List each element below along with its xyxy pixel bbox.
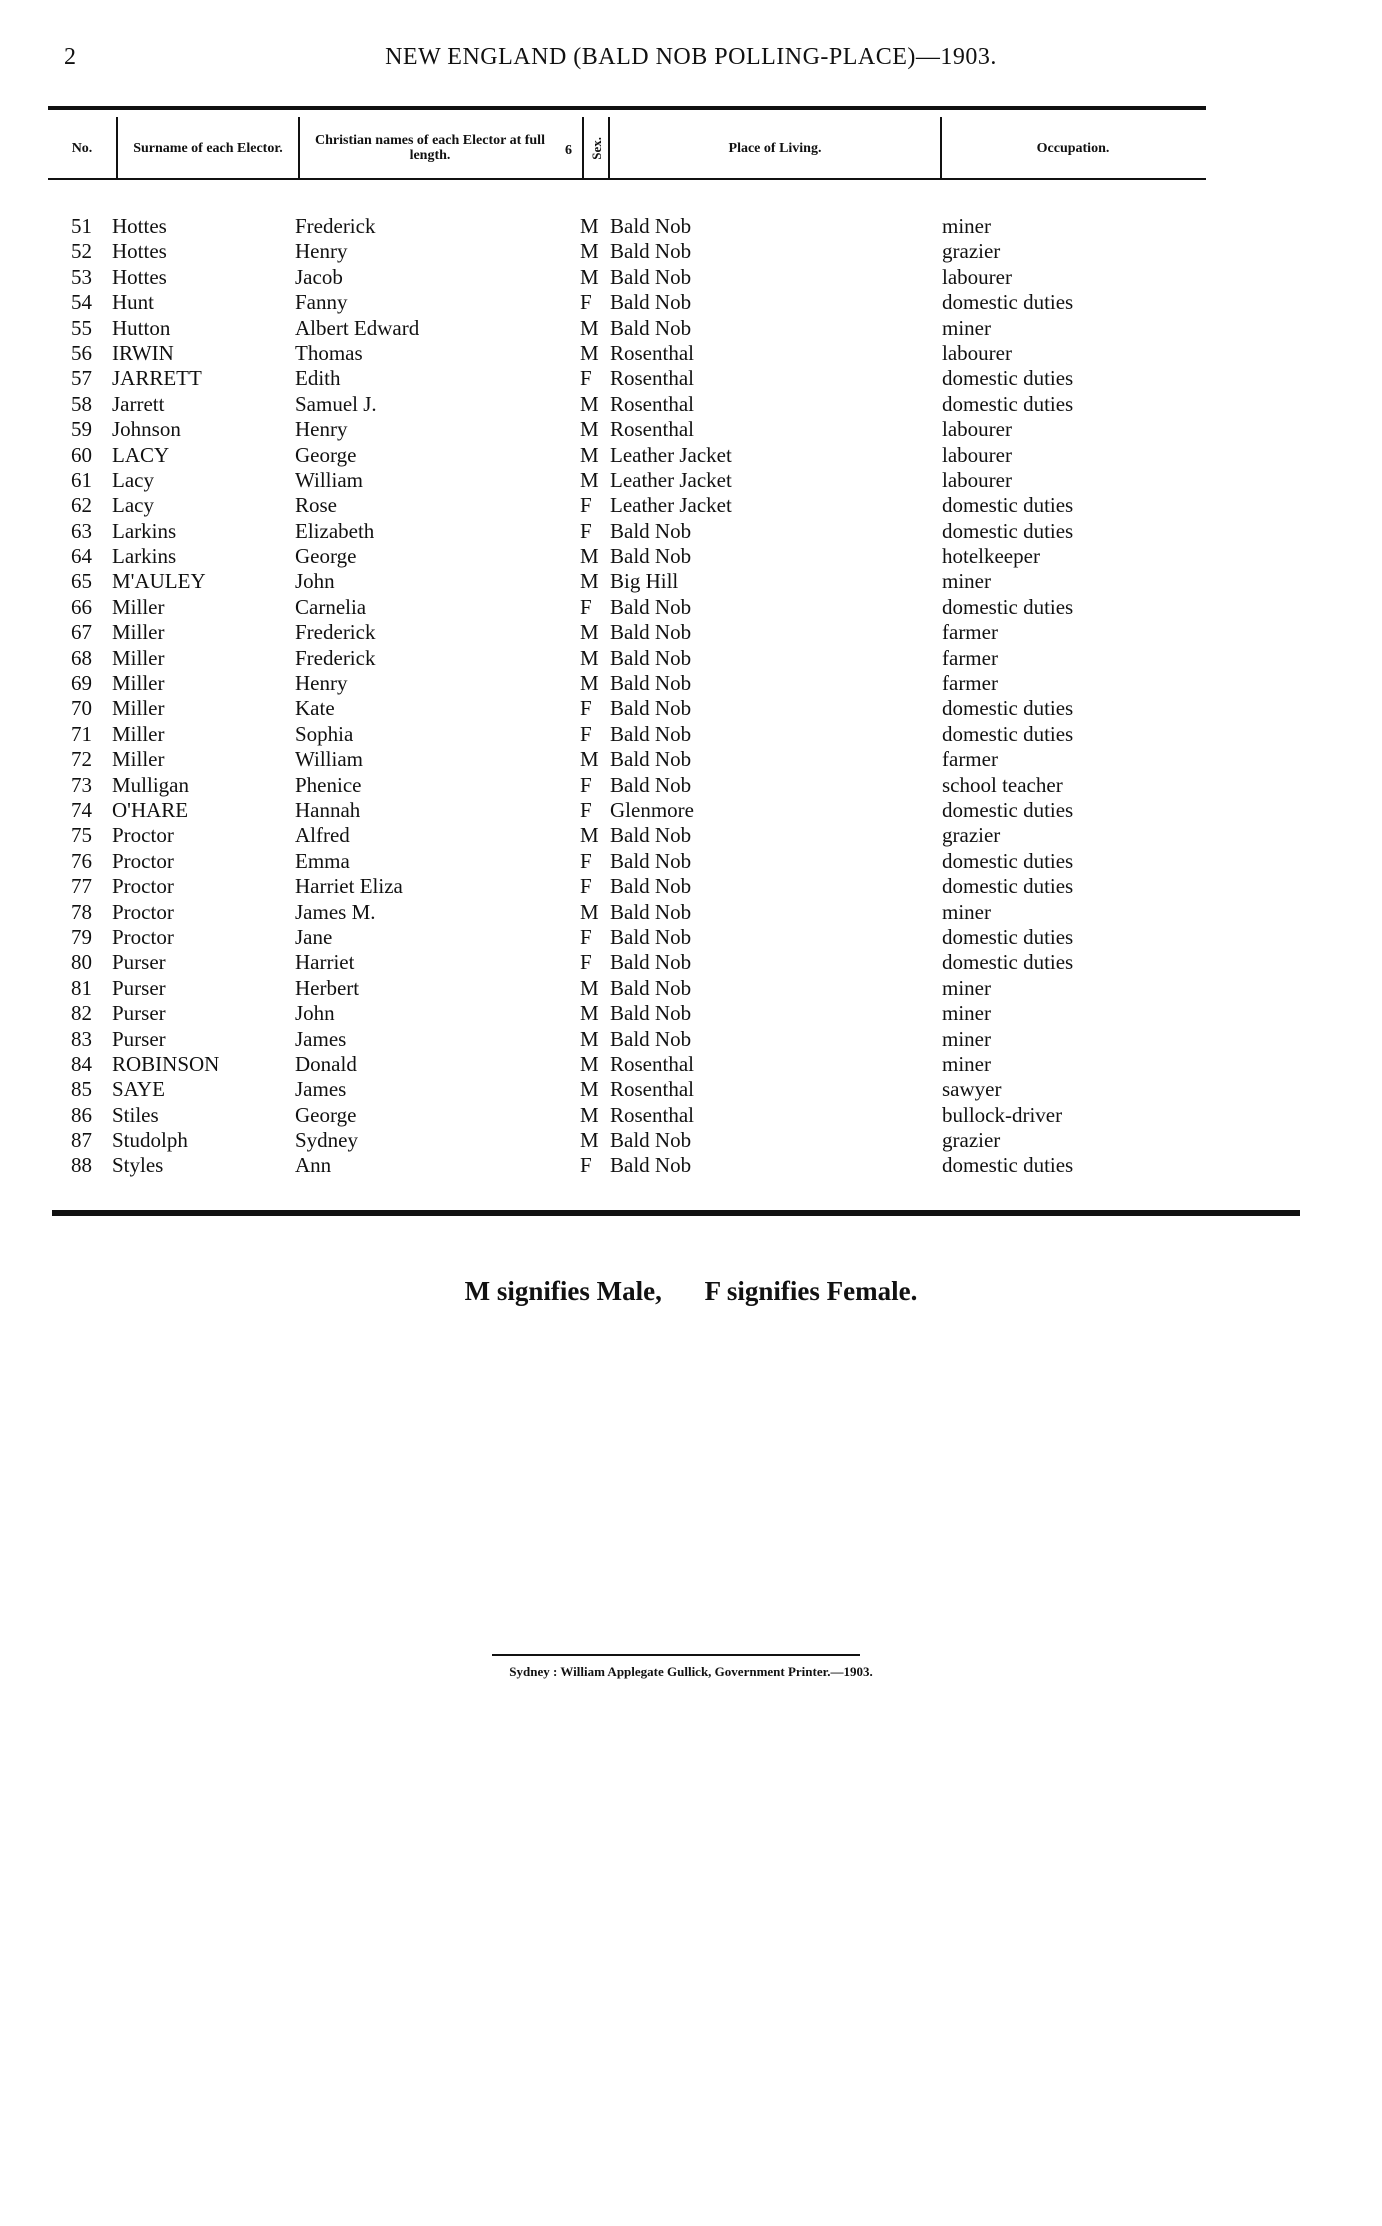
elector-surname: SAYE [112, 1077, 165, 1102]
elector-sex: M [580, 442, 599, 467]
elector-number: 82 [71, 1001, 92, 1026]
elector-sex: M [580, 975, 599, 1000]
elector-place-of-living: Rosenthal [610, 1102, 694, 1127]
elector-sex: M [580, 1128, 599, 1153]
elector-place-of-living: Bald Nob [610, 1153, 692, 1178]
elector-number: 76 [71, 848, 92, 873]
elector-christian-names: William [295, 747, 363, 772]
elector-occupation: domestic duties [942, 721, 1074, 746]
elector-place-of-living: Bald Nob [610, 671, 692, 696]
elector-place-of-living: Bald Nob [610, 823, 692, 848]
elector-christian-names: Alfred [295, 823, 350, 848]
elector-surname: Studolph [112, 1128, 188, 1153]
elector-occupation: farmer [942, 671, 998, 696]
table-row [0, 366, 1382, 391]
elector-place-of-living: Bald Nob [610, 1128, 692, 1153]
elector-surname: ROBINSON [112, 1051, 220, 1076]
elector-occupation: sawyer [942, 1077, 1002, 1102]
elector-christian-names: Frederick [295, 620, 376, 645]
elector-occupation: domestic duties [942, 874, 1074, 899]
table-row [0, 595, 1382, 620]
top-rule [48, 106, 1206, 110]
elector-occupation: domestic duties [942, 848, 1074, 873]
table-row [0, 1052, 1382, 1077]
elector-christian-names: Carnelia [295, 594, 367, 619]
elector-number: 74 [71, 797, 92, 822]
elector-sex: F [580, 696, 592, 721]
table-row [0, 874, 1382, 899]
elector-number: 71 [71, 721, 92, 746]
elector-occupation: farmer [942, 747, 998, 772]
elector-occupation: domestic duties [942, 594, 1074, 619]
elector-place-of-living: Bald Nob [610, 594, 692, 619]
elector-christian-names: William [295, 467, 363, 492]
table-row [0, 646, 1382, 671]
elector-number: 84 [71, 1051, 92, 1076]
elector-occupation: domestic duties [942, 493, 1074, 518]
elector-number: 52 [71, 239, 92, 264]
elector-christian-names: George [295, 544, 357, 569]
table-row [0, 1153, 1382, 1178]
elector-occupation: bullock-driver [942, 1102, 1063, 1127]
elector-sex: M [580, 1102, 599, 1127]
elector-christian-names: Sydney [295, 1128, 358, 1153]
elector-number: 62 [71, 493, 92, 518]
elector-christian-names: Jacob [295, 264, 343, 289]
elector-surname: Miller [112, 645, 165, 670]
elector-surname: Proctor [112, 899, 174, 924]
elector-sex: F [580, 950, 592, 975]
elector-surname: Miller [112, 620, 165, 645]
table-row [0, 671, 1382, 696]
elector-number: 85 [71, 1077, 92, 1102]
elector-place-of-living: Rosenthal [610, 366, 694, 391]
elector-surname: M'AULEY [112, 569, 206, 594]
elector-christian-names: Henry [295, 417, 348, 442]
elector-occupation: labourer [942, 442, 1012, 467]
elector-place-of-living: Bald Nob [610, 950, 692, 975]
table-row [0, 392, 1382, 417]
elector-surname: Miller [112, 721, 165, 746]
elector-surname: Miller [112, 594, 165, 619]
legend-female: F signifies Female. [704, 1276, 918, 1306]
col-header-sex-label: Sex. [588, 136, 604, 160]
elector-number: 57 [71, 366, 92, 391]
table-row [0, 544, 1382, 569]
elector-sex: M [580, 417, 599, 442]
elector-christian-names: John [295, 569, 335, 594]
elector-christian-names: Sophia [295, 721, 354, 746]
elector-occupation: domestic duties [942, 1153, 1074, 1178]
elector-sex: M [580, 264, 599, 289]
col-header-place: Place of Living. [728, 140, 822, 156]
sex-legend [0, 1276, 1382, 1307]
elector-christian-names: George [295, 1102, 357, 1127]
elector-number: 79 [71, 924, 92, 949]
elector-christian-names: Emma [295, 848, 350, 873]
elector-occupation: miner [942, 569, 991, 594]
elector-sex: F [580, 366, 592, 391]
elector-surname: Miller [112, 671, 165, 696]
elector-occupation: miner [942, 214, 991, 238]
elector-place-of-living: Bald Nob [610, 239, 692, 264]
elector-surname: Purser [112, 1001, 166, 1026]
elector-christian-names: Harriet [295, 950, 355, 975]
elector-number: 60 [71, 442, 92, 467]
elector-number: 83 [71, 1026, 92, 1051]
elector-sex: M [580, 239, 599, 264]
elector-occupation: miner [942, 315, 991, 340]
table-row [0, 1077, 1382, 1102]
table-row [0, 976, 1382, 1001]
legend-male: M signifies Male, [464, 1276, 662, 1306]
table-row [0, 290, 1382, 315]
elector-sex: F [580, 493, 592, 518]
elector-occupation: domestic duties [942, 950, 1074, 975]
elector-surname: Proctor [112, 823, 174, 848]
elector-number: 70 [71, 696, 92, 721]
elector-place-of-living: Rosenthal [610, 391, 694, 416]
elector-sex: M [580, 899, 599, 924]
table-row [0, 950, 1382, 975]
col-header-no: No. [71, 140, 93, 156]
elector-sex: F [580, 797, 592, 822]
elector-sex: F [580, 924, 592, 949]
elector-number: 87 [71, 1128, 92, 1153]
elector-sex: M [580, 467, 599, 492]
elector-number: 75 [71, 823, 92, 848]
elector-number: 80 [71, 950, 92, 975]
elector-sex: M [580, 1051, 599, 1076]
elector-sex: F [580, 1153, 592, 1178]
elector-christian-names: Frederick [295, 645, 376, 670]
elector-surname: Purser [112, 950, 166, 975]
elector-place-of-living: Bald Nob [610, 1001, 692, 1026]
table-row [0, 925, 1382, 950]
elector-sex: F [580, 290, 592, 315]
elector-number: 65 [71, 569, 92, 594]
elector-number: 78 [71, 899, 92, 924]
elector-christian-names: Jane [295, 924, 333, 949]
elector-surname: LACY [112, 442, 170, 467]
table-row [0, 1128, 1382, 1153]
elector-place-of-living: Bald Nob [610, 721, 692, 746]
elector-number: 54 [71, 290, 92, 315]
elector-occupation: domestic duties [942, 924, 1074, 949]
elector-christian-names: Samuel J. [295, 391, 377, 416]
elector-number: 51 [71, 214, 92, 238]
elector-occupation: labourer [942, 467, 1012, 492]
elector-surname: Larkins [112, 518, 177, 543]
table-row [0, 849, 1382, 874]
table-row [0, 620, 1382, 645]
elector-sex: M [580, 391, 599, 416]
elector-sex: M [580, 569, 599, 594]
elector-christian-names: Henry [295, 239, 348, 264]
elector-occupation: domestic duties [942, 696, 1074, 721]
elector-place-of-living: Bald Nob [610, 1026, 692, 1051]
elector-christian-names: Elizabeth [295, 518, 375, 543]
elector-occupation: labourer [942, 340, 1012, 365]
elector-place-of-living: Leather Jacket [610, 493, 732, 518]
elector-sex: F [580, 518, 592, 543]
bottom-rule [52, 1210, 1300, 1216]
elector-surname: Proctor [112, 924, 174, 949]
elector-sex: F [580, 848, 592, 873]
elector-sex: M [580, 671, 599, 696]
elector-occupation: domestic duties [942, 797, 1074, 822]
elector-surname: Hottes [112, 264, 167, 289]
elector-sex: M [580, 544, 599, 569]
elector-number: 68 [71, 645, 92, 670]
elector-christian-names: James [295, 1026, 347, 1051]
elector-number: 86 [71, 1102, 92, 1127]
elector-occupation: school teacher [942, 772, 1063, 797]
elector-number: 69 [71, 671, 92, 696]
table-row [0, 747, 1382, 772]
elector-sex: M [580, 645, 599, 670]
elector-place-of-living: Leather Jacket [610, 442, 732, 467]
elector-place-of-living: Bald Nob [610, 874, 692, 899]
elector-sex: M [580, 214, 599, 238]
elector-place-of-living: Bald Nob [610, 544, 692, 569]
table-row [0, 1001, 1382, 1026]
elector-surname: Proctor [112, 874, 174, 899]
electors-list [0, 214, 1382, 1179]
elector-sex: M [580, 1077, 599, 1102]
elector-sex: M [580, 315, 599, 340]
elector-place-of-living: Bald Nob [610, 975, 692, 1000]
elector-occupation: miner [942, 1001, 991, 1026]
page-number: 2 [64, 44, 76, 70]
elector-surname: Johnson [112, 417, 181, 442]
elector-occupation: domestic duties [942, 518, 1074, 543]
col-header-surname: Surname of each Elector. [133, 140, 283, 156]
elector-christian-names: Herbert [295, 975, 360, 1000]
elector-number: 66 [71, 594, 92, 619]
table-row [0, 468, 1382, 493]
elector-place-of-living: Bald Nob [610, 315, 692, 340]
table-row [0, 239, 1382, 264]
table-row [0, 1103, 1382, 1128]
elector-place-of-living: Bald Nob [610, 899, 692, 924]
elector-christian-names: Frederick [295, 214, 376, 238]
col-header-sex [584, 117, 608, 179]
page-title: NEW ENGLAND (BALD NOB POLLING-PLACE)—1903. [385, 44, 997, 70]
elector-number: 53 [71, 264, 92, 289]
elector-surname: Proctor [112, 848, 174, 873]
elector-number: 56 [71, 340, 92, 365]
elector-place-of-living: Rosenthal [610, 1077, 694, 1102]
elector-occupation: farmer [942, 620, 998, 645]
elector-number: 67 [71, 620, 92, 645]
table-row [0, 443, 1382, 468]
elector-sex: F [580, 594, 592, 619]
elector-christian-names: Edith [295, 366, 341, 391]
elector-christian-names: Henry [295, 671, 348, 696]
elector-place-of-living: Bald Nob [610, 747, 692, 772]
table-row [0, 316, 1382, 341]
elector-sex: M [580, 747, 599, 772]
elector-surname: O'HARE [112, 797, 189, 822]
table-row [0, 823, 1382, 848]
elector-place-of-living: Bald Nob [610, 264, 692, 289]
elector-number: 58 [71, 391, 92, 416]
elector-occupation: labourer [942, 264, 1012, 289]
elector-occupation: farmer [942, 645, 998, 670]
elector-number: 73 [71, 772, 92, 797]
elector-surname: Hunt [112, 290, 154, 315]
column-mark: 6 [565, 143, 572, 158]
elector-sex: F [580, 772, 592, 797]
elector-surname: IRWIN [112, 340, 174, 365]
table-row [0, 493, 1382, 518]
table-row [0, 519, 1382, 544]
elector-number: 61 [71, 467, 92, 492]
elector-christian-names: Rose [295, 493, 337, 518]
elector-place-of-living: Rosenthal [610, 1051, 694, 1076]
elector-christian-names: James [295, 1077, 347, 1102]
elector-occupation: miner [942, 1051, 991, 1076]
table-row [0, 900, 1382, 925]
elector-occupation: miner [942, 1026, 991, 1051]
elector-sex: F [580, 721, 592, 746]
elector-number: 55 [71, 315, 92, 340]
imprint-rule [492, 1654, 860, 1656]
elector-place-of-living: Big Hill [610, 569, 679, 594]
elector-surname: Miller [112, 747, 165, 772]
elector-occupation: miner [942, 899, 991, 924]
elector-surname: Larkins [112, 544, 177, 569]
table-row [0, 341, 1382, 366]
elector-surname: Jarrett [112, 391, 165, 416]
elector-place-of-living: Bald Nob [610, 645, 692, 670]
elector-surname: Miller [112, 696, 165, 721]
elector-christian-names: Phenice [295, 772, 362, 797]
elector-sex: M [580, 1026, 599, 1051]
elector-sex: M [580, 340, 599, 365]
elector-christian-names: Thomas [295, 340, 363, 365]
elector-occupation: domestic duties [942, 391, 1074, 416]
elector-number: 81 [71, 975, 92, 1000]
elector-occupation: labourer [942, 417, 1012, 442]
elector-place-of-living: Bald Nob [610, 924, 692, 949]
elector-place-of-living: Glenmore [610, 797, 694, 822]
header-rule [48, 178, 1206, 180]
elector-number: 64 [71, 544, 92, 569]
elector-place-of-living: Bald Nob [610, 696, 692, 721]
elector-number: 72 [71, 747, 92, 772]
printer-imprint: Sydney : William Applegate Gullick, Government Printer.—1903. [509, 1664, 873, 1679]
elector-number: 63 [71, 518, 92, 543]
table-row [0, 773, 1382, 798]
elector-christian-names: George [295, 442, 357, 467]
elector-occupation: domestic duties [942, 290, 1074, 315]
table-row [0, 265, 1382, 290]
elector-number: 77 [71, 874, 92, 899]
elector-number: 59 [71, 417, 92, 442]
table-row [0, 696, 1382, 721]
elector-surname: Purser [112, 1026, 166, 1051]
col-header-christian-names: Christian names of each Elector at full length. [315, 133, 545, 163]
table-row [0, 1027, 1382, 1052]
elector-surname: Hutton [112, 315, 171, 340]
elector-place-of-living: Bald Nob [610, 772, 692, 797]
elector-place-of-living: Bald Nob [610, 290, 692, 315]
elector-christian-names: Hannah [295, 797, 361, 822]
elector-surname: Lacy [112, 467, 154, 492]
elector-surname: Lacy [112, 493, 154, 518]
elector-surname: Styles [112, 1153, 164, 1178]
elector-christian-names: Fanny [295, 290, 348, 315]
table-row [0, 798, 1382, 823]
table-row [0, 569, 1382, 594]
elector-place-of-living: Leather Jacket [610, 467, 732, 492]
elector-surname: Purser [112, 975, 166, 1000]
elector-surname: JARRETT [112, 366, 202, 391]
elector-sex: M [580, 620, 599, 645]
col-header-occupation: Occupation. [1036, 140, 1110, 156]
elector-christian-names: Kate [295, 696, 335, 721]
elector-sex: F [580, 874, 592, 899]
elector-christian-names: Albert Edward [295, 315, 420, 340]
elector-place-of-living: Rosenthal [610, 417, 694, 442]
elector-sex: M [580, 823, 599, 848]
elector-sex: M [580, 1001, 599, 1026]
elector-number: 88 [71, 1153, 92, 1178]
elector-occupation: grazier [942, 823, 1001, 848]
elector-christian-names: Harriet Eliza [295, 874, 403, 899]
elector-occupation: domestic duties [942, 366, 1074, 391]
elector-place-of-living: Bald Nob [610, 620, 692, 645]
table-row [0, 722, 1382, 747]
elector-place-of-living: Bald Nob [610, 214, 692, 238]
elector-christian-names: James M. [295, 899, 376, 924]
elector-occupation: hotelkeeper [942, 544, 1040, 569]
elector-place-of-living: Rosenthal [610, 340, 694, 365]
table-row [0, 417, 1382, 442]
elector-surname: Stiles [112, 1102, 159, 1127]
elector-surname: Hottes [112, 239, 167, 264]
elector-surname: Hottes [112, 214, 167, 238]
table-row [0, 214, 1382, 239]
elector-occupation: grazier [942, 1128, 1001, 1153]
elector-christian-names: John [295, 1001, 335, 1026]
elector-occupation: grazier [942, 239, 1001, 264]
elector-place-of-living: Bald Nob [610, 848, 692, 873]
elector-christian-names: Ann [295, 1153, 332, 1178]
elector-place-of-living: Bald Nob [610, 518, 692, 543]
elector-occupation: miner [942, 975, 991, 1000]
elector-surname: Mulligan [112, 772, 189, 797]
elector-christian-names: Donald [295, 1051, 357, 1076]
